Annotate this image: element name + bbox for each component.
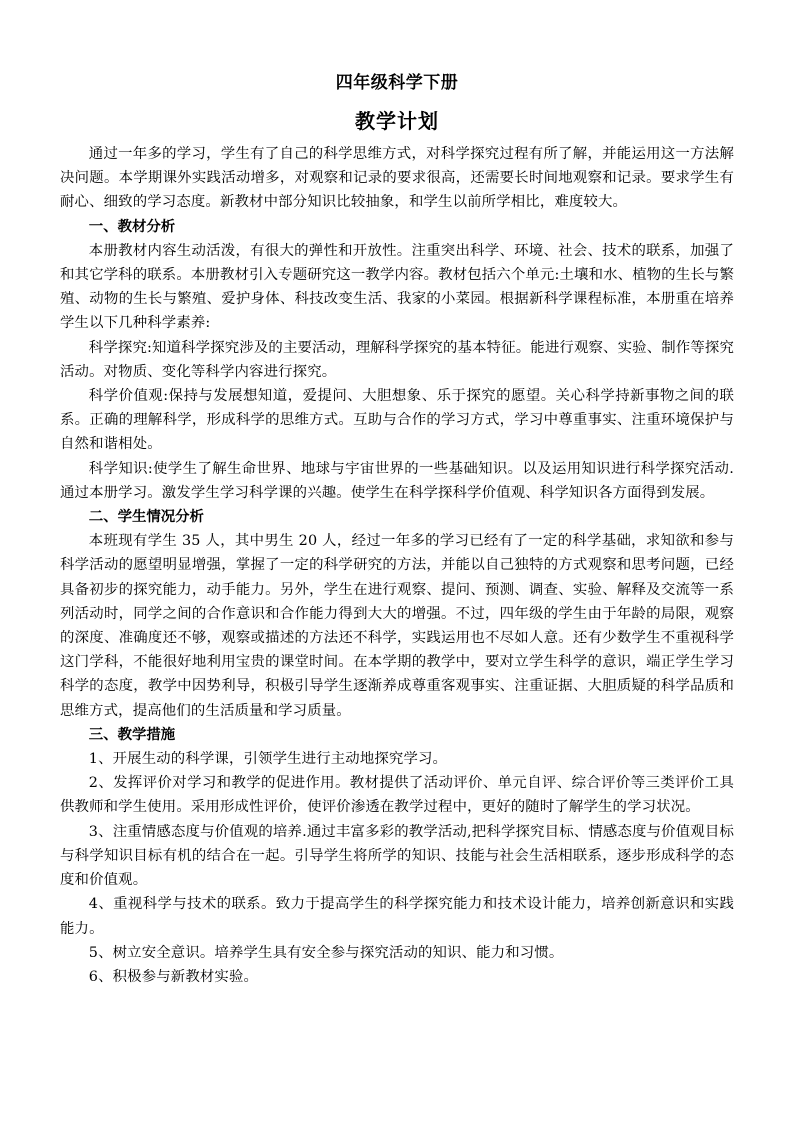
- section-paragraph: 本班现有学生 35 人，其中男生 20 人，经过一年多的学习已经有了一定的科学基础，求知欲和参与科学活动的愿望明显增强，掌握了一定的科学研究的方法，并能以自己独特的方式观察和思考问题，已经具备初步的探究能力，动手能力。另外，学生在进行观察、提问、预测、调查、实验、解释及交流等一系列活动时，同学之间的合作意识和合作能力得到大大的增强。不过，四年级的学生由于年龄的局限，观察的深度、准确度还不够，观察或描述的方法还不科学，实践运用也不尽如人意。还有少数学生不重视科学这门学科，不能很好地利用宝贵的课堂时间。在本学期的教学中，要对立学生科学的意识，端正学生学习科学的态度，教学中因势利导，积极引导学生逐渐养成尊重客观事实、注重证据、大胆质疑的科学品质和思维方式，提高他们的生活质量和学习质量。: [60, 533, 734, 719]
- measure-item: 1、开展生动的科学课，引领学生进行主动地探究学习。: [88, 751, 448, 768]
- measure-item: 4、重视科学与技术的联系。致力于提高学生的科学探究能力和技术设计能力，培养创新意识和实践能力。: [60, 896, 734, 937]
- document-subtitle: 教学计划: [355, 109, 439, 133]
- section-heading: 一、教材分析: [88, 218, 176, 235]
- section-paragraph: 科学探究:知道科学探究涉及的主要活动，理解科学探究的基本特征。能进行观察、实验、制作等探究活动。对物质、变化等科学内容进行探究。: [60, 339, 734, 380]
- section-teaching-measures: [60, 723, 734, 989]
- document-page: [60, 68, 734, 989]
- section-paragraph: 本册教材内容生动活泼，有很大的弹性和开放性。注重突出科学、环境、社会、技术的联系，加强了和其它学科的联系。本册教材引入专题研究这一教学内容。教材包括六个单元:土壤和水、植物的生长与繁殖、动物的生长与繁殖、爱护身体、科技改变生活、我家的小菜园。根据新科学课程标准，本册重在培养学生以下几种科学素养:: [60, 242, 734, 332]
- measure-item: 6、积极参与新教材实验。: [88, 968, 259, 985]
- section-heading: 三、教学措施: [88, 726, 176, 743]
- section-paragraph: 科学知识:使学生了解生命世界、地球与宇宙世界的一些基础知识。以及运用知识进行科学探究活动.通过本册学习。激发学生学习科学课的兴趣。使学生在科学探科学价值观、科学知识各方面得到发展。: [60, 460, 734, 501]
- section-student-analysis: [60, 505, 734, 723]
- section-paragraph: 科学价值观:保持与发展想知道，爱提问、大胆想象、乐于探究的愿望。关心科学持新事物之间的联系。正确的理解科学，形成科学的思维方式。互助与合作的学习方式，学习中尊重事实、注重环境保护与自然和谐相处。: [60, 388, 734, 453]
- section-textbook-analysis: [60, 215, 734, 505]
- section-heading: 二、学生情况分析: [88, 509, 204, 526]
- intro-paragraph: 通过一年多的学习，学生有了自己的科学思维方式，对科学探究过程有所了解，并能运用这一方法解决问题。本学期课外实践活动增多，对观察和记录的要求很高，还需要长时间地观察和记录。要求学生有耐心、细致的学习态度。新教材中部分知识比较抽象，和学生以前所学相比，难度较大。: [60, 146, 734, 211]
- measure-item: 5、树立安全意识。培养学生具有安全参与探究活动的知识、能力和习惯。: [88, 944, 564, 961]
- measure-item: 2、发挥评价对学习和教学的促进作用。教材提供了活动评价、单元自评、综合评价等三类评价工具供教师和学生使用。采用形成性评价，使评价渗透在教学过程中，更好的随时了解学生的学习状况。: [60, 775, 734, 816]
- document-title: 四年级科学下册: [335, 73, 459, 93]
- measure-item: 3、注重情感态度与价值观的培养.通过丰富多彩的教学活动,把科学探究目标、情感态度与价值观目标与科学知识目标有机的结合在一起。引导学生将所学的知识、技能与社会生活相联系，逐步形成科学的态度和价值观。: [60, 823, 734, 889]
